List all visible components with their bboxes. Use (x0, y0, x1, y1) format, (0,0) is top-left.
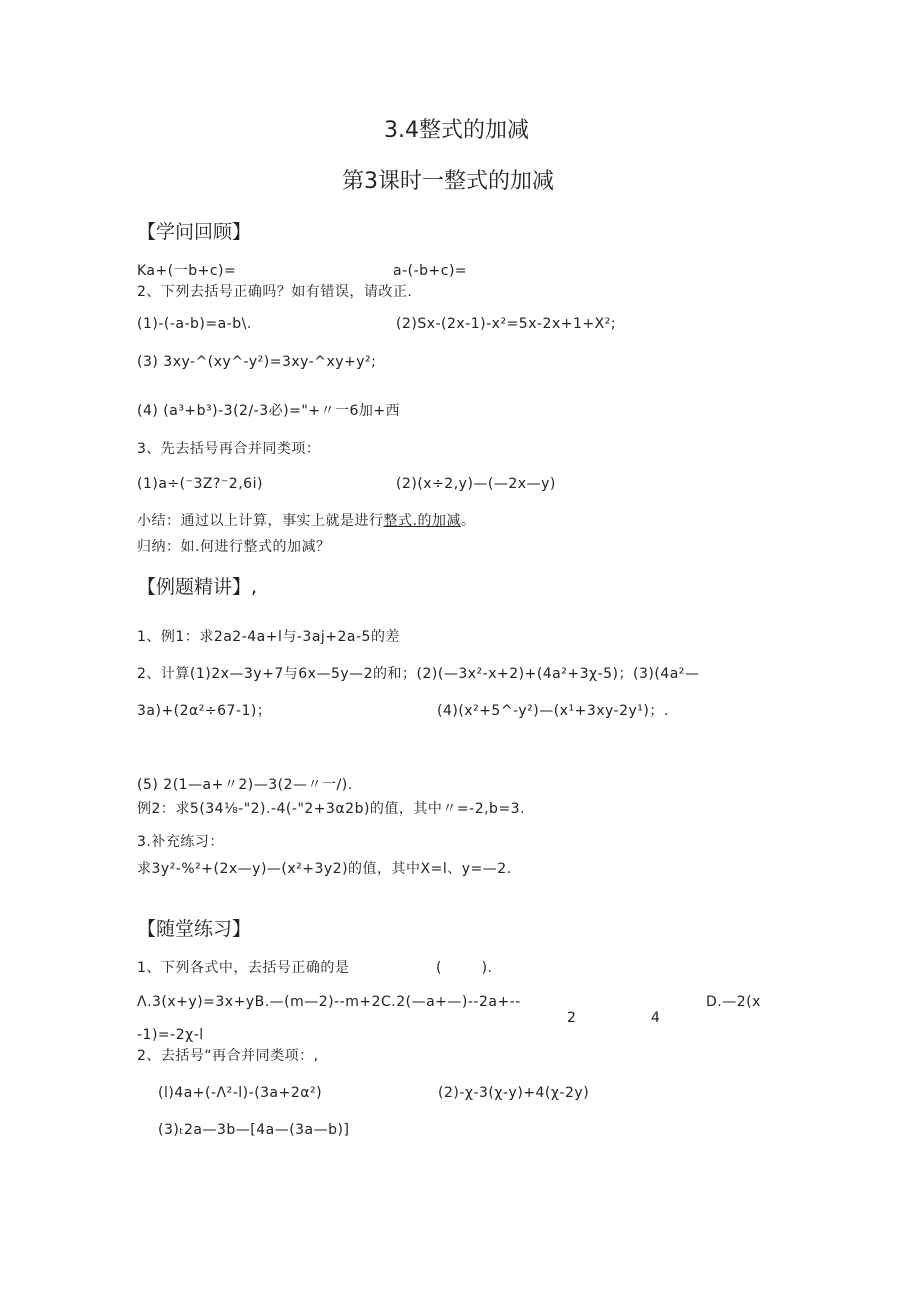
review-q2-3: (3) 3xy-^(xy^-y²)=3xy-^xy+y²; (137, 354, 377, 370)
practice-1-denom-4: 4 (651, 1010, 661, 1026)
section-review: 【学问回顾】 (137, 221, 252, 243)
practice-2: 2、去括号“再合并同类项：, (137, 1048, 319, 1064)
review-q2-2: (2)Sx-(2x-1)-x²=5x-2x+1+X²; (396, 316, 617, 332)
review-q2: 2、下列去括号正确吗？如有错误，请改正. (137, 284, 413, 300)
practice-1-cont: -1)=-2χ-l (137, 1027, 204, 1043)
review-q3: 3、先去括号再合并同类项： (137, 441, 321, 457)
practice-1-denom-2: 2 (567, 1010, 577, 1026)
review-q2-4: (4) (a³+b³)-3(2/-3必)="+〃一6加+西 (137, 403, 401, 419)
example-2-5: (5) 2(1—a+〃2)—3(2—〃一/). (137, 777, 353, 793)
example-2-line2a: 3a)+(2α²÷67-1)； (137, 703, 272, 719)
example-2-line1: 2、计算(1)2x—3y+7与6x—5y—2的和；(2)(—3x²-x+2)+(4a²+3χ-5)；(3)(4a²— (137, 666, 700, 682)
practice-1-blank: ( ). (436, 960, 493, 976)
practice-2-2: (2)-χ-3(χ-y)+4(χ-2y) (438, 1085, 590, 1101)
practice-2-3: (3)ₜ2a—3b—[4a—(3a—b)] (158, 1122, 350, 1138)
review-q3-2: (2)(x÷2,y)—(—2x—y) (396, 476, 556, 492)
example-ex3-head: 3.补充练习： (137, 834, 224, 850)
lesson-title: 第3课时一整式的加减 (342, 169, 554, 194)
practice-1: 1、下列各式中，去括号正确的是 (137, 960, 350, 976)
section-practice: 【随堂练习】 (137, 918, 252, 940)
summary-underline: 整式.的加减 (383, 513, 461, 529)
example-ex3: 求3y²-%²+(2x—y)—(x²+3y2)的值，其中X=l、y=—2. (137, 861, 512, 877)
practice-1-options: Λ.3(x+y)=3x+yB.—(m—2)--m+2C.2(—a+—)--2a+-- (137, 994, 521, 1010)
review-summary: 小结：通过以上计算，事实上就是进行整式.的加减。 (137, 513, 476, 529)
section-examples: 【例题精讲】, (137, 576, 258, 598)
example-1: 1、例1：求2a2-4a+l与-3aj+2a-5的差 (137, 629, 400, 645)
example-ex2: 例2：求5(34⅛-"2).-4(-"2+3α2b)的值，其中〃=-2,b=3. (137, 801, 526, 817)
page-title: 3.4整式的加减 (384, 118, 529, 143)
example-2-line2b: (4)(x²+5^-y²)—(x¹+3xy-2y¹)；. (437, 703, 669, 719)
review-induct: 归纳：如.何进行整式的加减？ (137, 539, 331, 555)
practice-1-option-d: D.—2(x (706, 994, 761, 1010)
review-q1a: Ka+(一b+c)= (137, 263, 237, 279)
practice-2-1: (l)4a+(-Λ²-l)-(3a+2α²) (158, 1085, 323, 1101)
review-q3-1: (1)a÷(⁻3Z?⁻2,6i) (137, 476, 263, 492)
review-q2-1: (1)-(-a-b)=a-b\. (137, 316, 252, 332)
review-q1b: a-(-b+c)= (393, 263, 468, 279)
